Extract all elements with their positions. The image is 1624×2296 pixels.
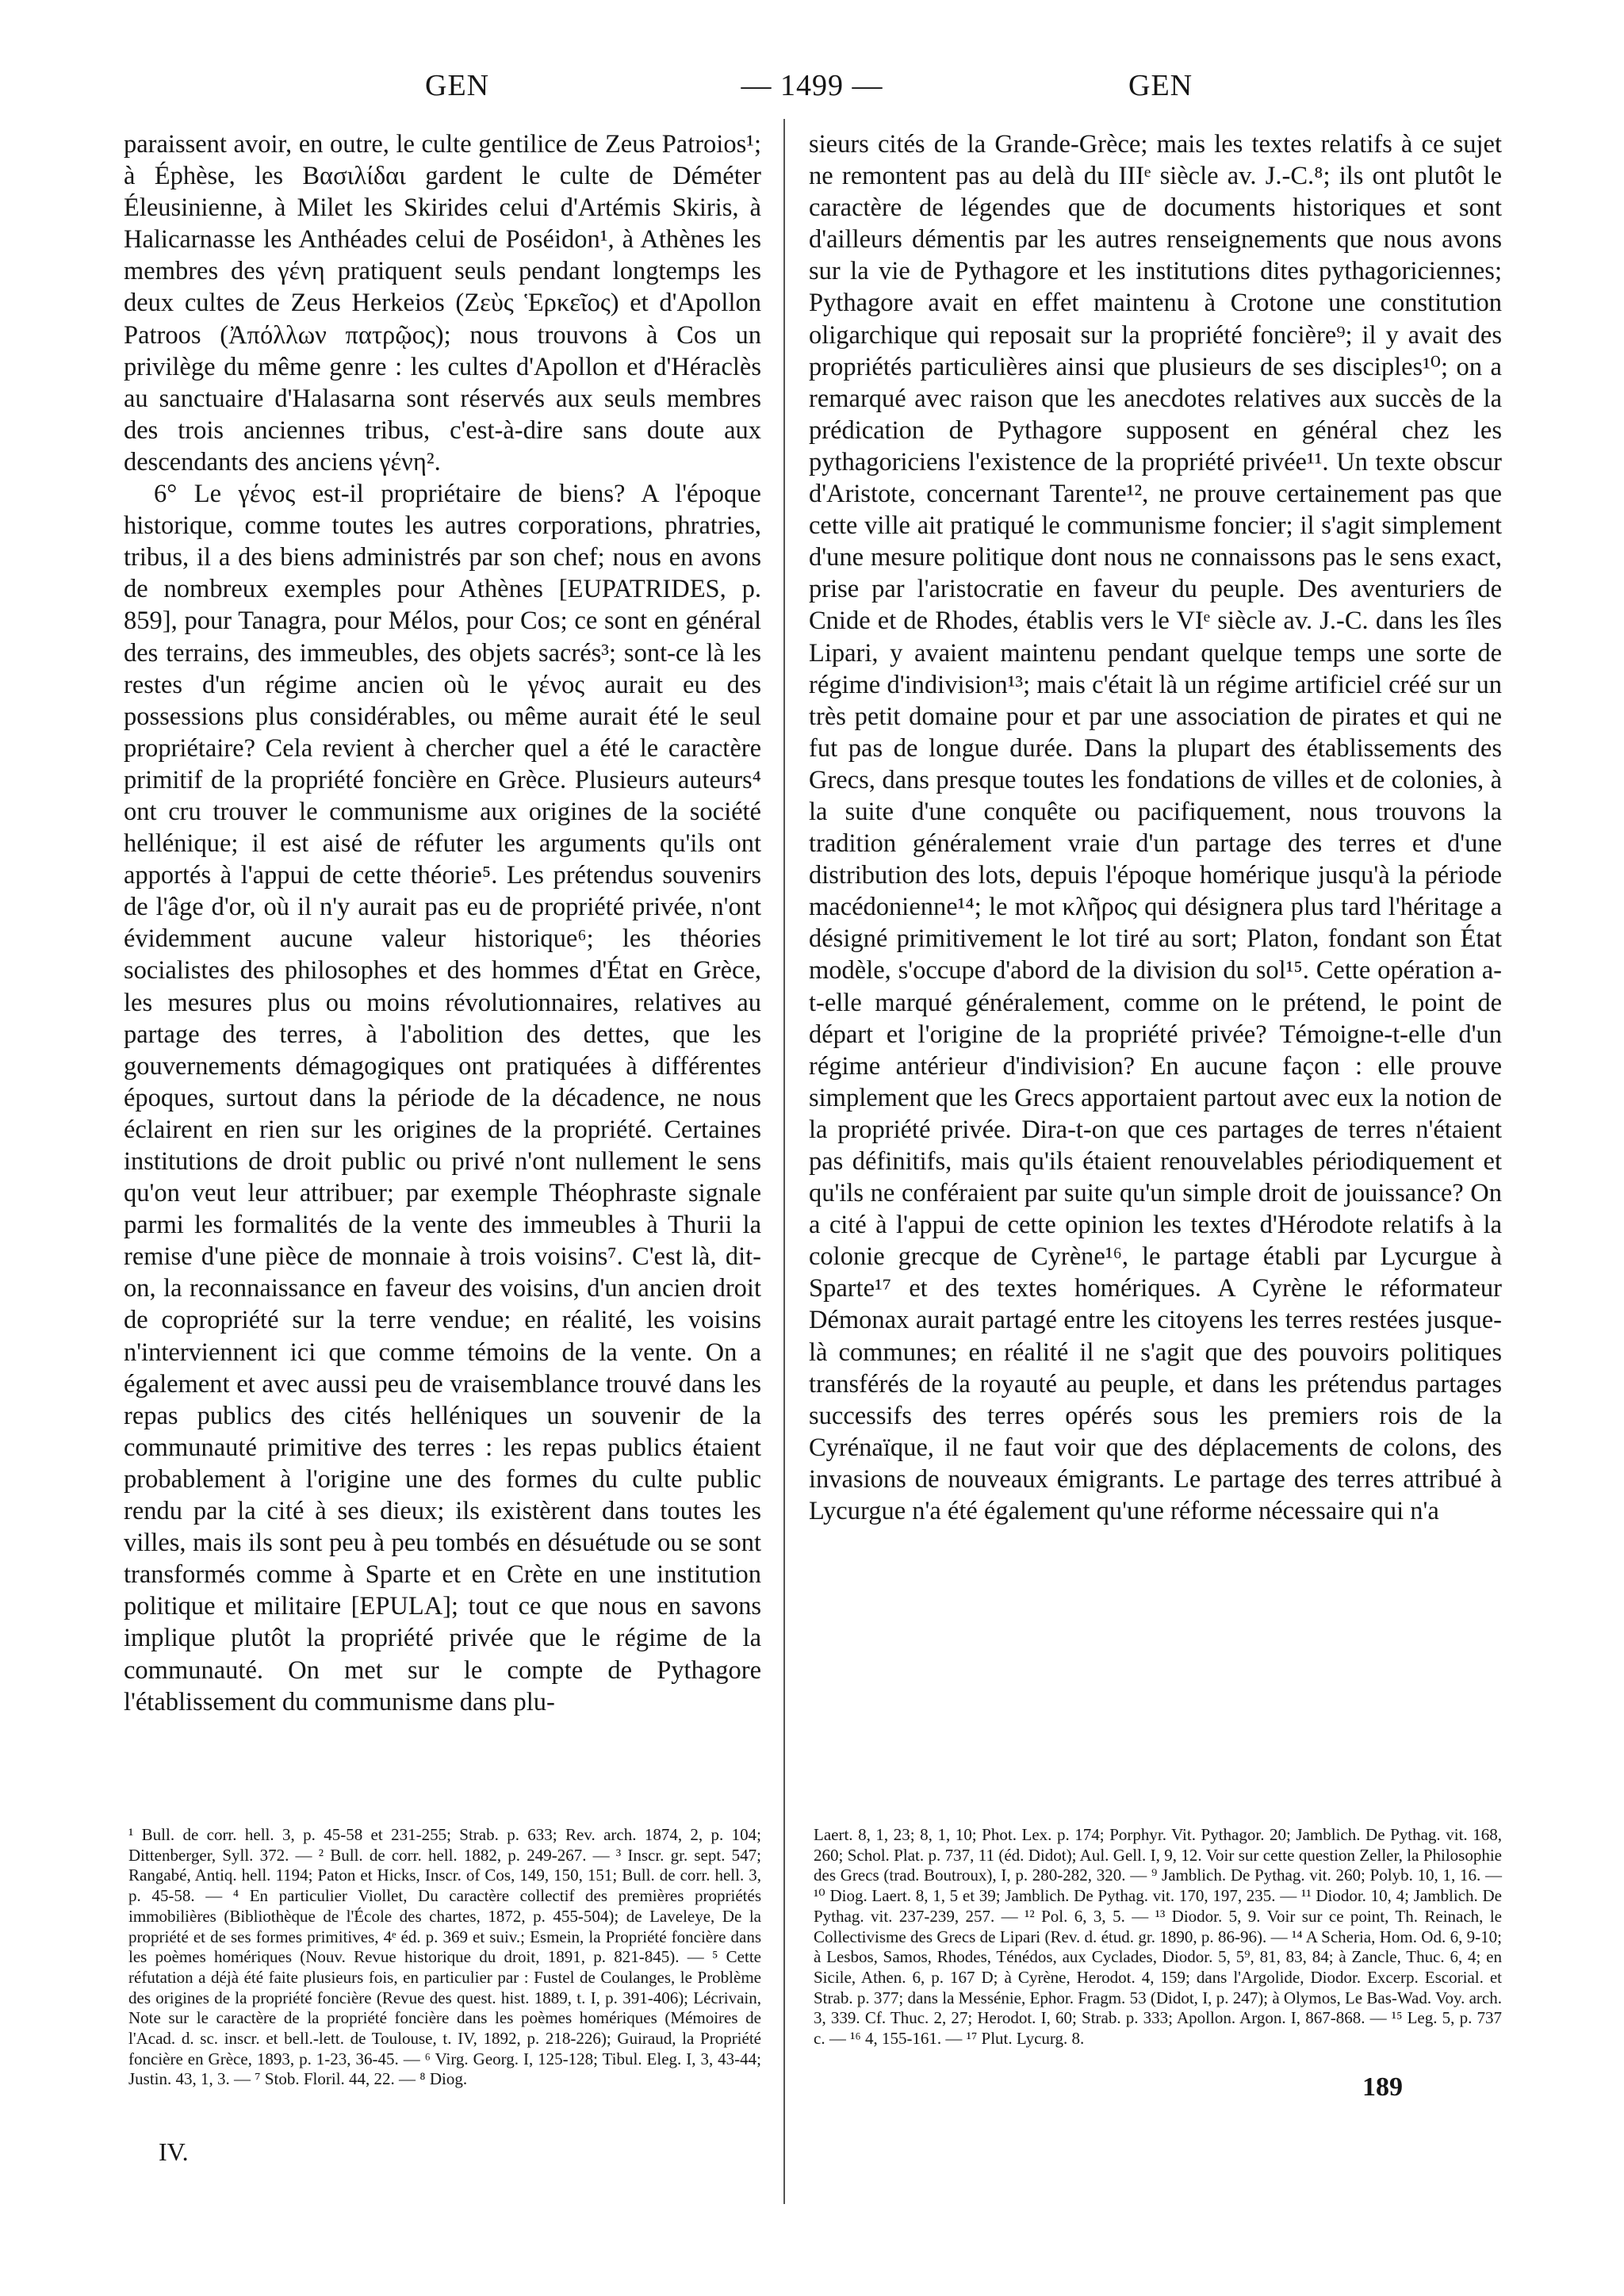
right-column: [809, 128, 1502, 1527]
footnotes-right-text: Laert. 8, 1, 23; 8, 1, 10; Phot. Lex. p. 174; Porphyr. Vit. Pythagor. 20; Jamblich. De Pythag. vit. 168, 260; Schol. Plat. p. 737, 11 (éd. Didot); Aul. Gell. I, 9, 12. Voir sur cette question Zeller, la Philosophie des Grecs (trad. Boutroux), I, p. 280-282, 320. — ⁹ Jamblich. De Pythag. vit. 260; Polyb. 10, 1, 16. — ¹⁰ Diog. Laert. 8, 1, 5 et 39; Jamblich. De Pythag. vit. 170, 197, 235. — ¹¹ Diodor. 10, 4; Jamblich. De Pythag. vit. 237-239, 257. — ¹² Pol. 6, 3, 5. — ¹³ Diodor. 5, 9. Voir sur ce point, Th. Reinach, le Collectivisme des Grecs de Lipari (Rev. d. étud. gr. 1890, p. 86-96). — ¹⁴ A Scheria, Hom. Od. 6, 9-10; à Lesbos, Samos, Rhodes, Ténédos, aux Cyclades, Diodor. 5, 5⁹, 81, 83, 84; à Zancle, Thuc. 6, 4; en Sicile, Athen. 6, p. 167 D; à Cyrène, Herodot. 4, 159; dans l'Argolide, Diodor. Excerp. Escorial. et Strab. p. 377; dans la Messénie, Ephor. Fragm. 53 (Didot, I, p. 247); à Olymos, Le Bas-Wad. Voy. arch. 3, 339. Cf. Thuc. 2, 27; Herodot. I, 60; Strab. p. 333; Apollon. Argon. I, 867-868. — ¹⁵ Leg. 5, p. 737 c. — ¹⁶ 4, 155-161. — ¹⁷ Plut. Lycurg. 8.: [814, 1825, 1502, 2049]
footnotes-left-text: ¹ Bull. de corr. hell. 3, p. 45-58 et 231-255; Strab. p. 633; Rev. arch. 1874, 2, p. 104; Dittenberger, Syll. 372. — ² Bull. de corr. hell. 1882, p. 249-267. — ³ Inscr. gr. sept. 547; Rangabé, Antiq. hell. 1194; Paton et Hicks, Inscr. of Cos, 149, 150, 151; Bull. de corr. hell. 3, p. 45-58. — ⁴ En particulier Viollet, Du caractère collectif des premières propriétés immobilières (Bibliothèque de l'École des chartes, 1872, p. 455-504); de Laveleye, De la propriété et de ses formes primitives, 4ᵉ éd. p. 369 et suiv.; Esmein, la Propriété foncière dans les poèmes homériques (Nouv. Revue historique du droit, 1891, p. 821-845). — ⁵ Cette réfutation a déjà été faite plusieurs fois, en particulier par : Fustel de Coulanges, le Problème des origines de la propriété foncière (Revue des quest. hist. 1889, t. I, p. 391-406); Lécrivain, Note sur le caractère de la propriété foncière dans les poèmes homériques (Mémoires de l'Acad. d. sc. inscr. et bell.-lett. de Toulouse, t. IV, 1892, p. 218-226); Guiraud, la Propriété foncière en Grèce, 1893, p. 1-23, 36-45. — ⁶ Virg. Georg. I, 125-128; Tibul. Eleg. I, 3, 43-44; Justin. 43, 1, 3. — ⁷ Stob. Floril. 44, 22. — ⁸ Diog.: [128, 1825, 761, 2089]
volume-mark: IV.: [159, 2137, 189, 2166]
left-column: [124, 128, 761, 1718]
paragraph-pythagoras: sieurs cités de la Grande-Grèce; mais les textes relatifs à ce sujet ne remontent pas au delà du IIIᵉ siècle av. J.-C.⁸; ils ont plutôt le caractère de légendes que de documents historiques et sont d'ailleurs démentis par les autres renseignements que nous avons sur la vie de Pythagore et les institutions dites pythagoriciennes; Pythagore avait en effet maintenu à Crotone une constitution oligarchique qui reposait sur la propriété foncière⁹; il y avait des propriétés particulières ainsi que plusieurs de ses disciples¹⁰; on a remarqué avec raison que les anecdotes relatives aux succès de la prédication de Pythagore supposent en général chez les pythagoriciens l'existence de la propriété privée¹¹. Un texte obscur d'Aristote, concernant Tarente¹², ne prouve certainement pas que cette ville ait pratiqué le communisme foncier; il s'agit simplement d'une mesure politique dont nous ne connaissons pas le sens exact, prise par l'aristocratie en faveur du peuple. Des aventuriers de Cnide et de Rhodes, établis vers le VIᵉ siècle av. J.-C. dans les îles Lipari, y avaient maintenu pendant quelque temps une sorte de régime d'indivision¹³; mais c'était là un régime artificiel créé sur un très petit domaine pour et par une association de pirates et qui ne fut pas de longue durée. Dans la plupart des établissements des Grecs, dans presque toutes les fondations de villes et de colonies, à la suite d'une conquête ou pacifiquement, nous trouvons la tradition généralement vraie d'un partage des terres et d'une distribution des lots, depuis l'époque homérique jusqu'à la période macédonienne¹⁴; le mot κλῆρος qui désignera plus tard l'héritage a désigné primitivement le lot tiré au sort; Platon, fondant son État modèle, s'occupe d'abord de la division du sol¹⁵. Cette opération a-t-elle marqué généralement, comme on le prétend, le point de départ et l'origine de la propriété privée? Témoigne-t-elle d'un régime antérieur d'indivision? En aucune façon : elle prouve simplement que les Grecs apportaient partout avec eux la notion de la propriété privée. Dira-t-on que ces partages de terres n'étaient pas définitifs, mais qu'ils étaient renouvelables périodiquement et qu'ils ne conféraient par suite qu'un simple droit de jouissance? On a cité à l'appui de cette opinion les textes d'Hérodote relatifs à la colonie grecque de Cyrène¹⁶, le partage établi par Lycurgue à Sparte¹⁷ et des textes homériques. A Cyrène le réformateur Démonax aurait partagé entre les citoyens les terres restées jusque-là communes; en réalité il ne s'agit que des pouvoirs politiques transférés de la royauté au peuple, et dans les prétendus partages successifs des terres opérés sous les premiers rois de la Cyrénaïque, il ne faut voir que des déplacements de colons, des invasions de nouveaux émigrants. Le partage des terres attribué à Lycurgue n'a été également qu'une réforme nécessaire qui n'a: [809, 130, 1502, 1526]
running-head-right: GEN: [1128, 69, 1193, 102]
paragraph-property: 6° Le γένος est-il propriétaire de biens? A l'époque historique, comme toutes les autres corporations, phratries, tribus, il a des biens administrés par son chef; nous en avons de nombreux exemples pour Athènes [EUPATRIDES, p. 859], pour Tanagra, pour Mélos, pour Cos; ce sont en général des terrains, des immeubles, des objets sacrés³; sont-ce là les restes d'un régime ancien où le γένος aurait eu des possessions plus considérables, ou même aurait été le seul propriétaire? Cela revient à chercher quel a été le caractère primitif de la propriété foncière en Grèce. Plusieurs auteurs⁴ ont cru trouver le communisme aux origines de la société hellénique; il est aisé de réfuter les arguments qu'ils ont apportés à l'appui de cette théorie⁵. Les prétendus souvenirs de l'âge d'or, où il n'y aurait pas eu de propriété privée, n'ont évidemment aucune valeur historique⁶; les théories socialistes des philosophes et des hommes d'État en Grèce, les mesures plus ou moins révolutionnaires, relatives au partage des terres, à l'abolition des dettes, que les gouvernements démagogiques ont pratiquées à différentes époques, surtout dans la période de la décadence, ne nous éclairent en rien sur les origines de la propriété. Certaines institutions de droit public ou privé n'ont nullement le sens qu'on veut leur attribuer; par exemple Théophraste signale parmi les formalités de la vente des immeubles à Thurii la remise d'une pièce de monnaie à trois voisins⁷. C'est là, dit-on, la reconnaissance en faveur des voisins, d'un ancien droit de copropriété sur la terre vendue; en réalité, les voisins n'interviennent ici que comme témoins de la vente. On a également et avec aussi peu de vraisemblance trouvé dans les repas publics des cités helléniques un souvenir de la communauté primitive des terres : les repas publics étaient probablement à l'origine une des formes du culte public rendu par la cité à ses dieux; ils existèrent dans toutes les villes, mais ils sont peu à peu tombés en désuétude ou se sont transformés comme à Sparte et en Crète en une institution politique et militaire [EPULA]; tout ce que nous en savons implique plutôt la propriété privée que le régime de la communauté. On met sur le compte de Pythagore l'établissement du communisme dans plu-: [124, 480, 761, 1716]
page-number: — 1499 —: [741, 69, 883, 102]
footnotes-right: [814, 1825, 1502, 2049]
paragraph-cult: paraissent avoir, en outre, le culte gentilice de Zeus Patroios¹; à Éphèse, les Βασιλίδαι gardent le culte de Déméter Éleusinienne, à Milet les Skirides celui d'Artémis Skiris, à Halicarnasse les Anthéades celui de Poséidon¹, à Athènes les membres des γένη pratiquent seuls pendant longtemps les deux cultes de Zeus Herkeios (Ζεὺς Ἑρκεῖος) et d'Apollon Patroos (Ἀπόλλων πατρῷος); nous trouvons à Cos un privilège du même genre : les cultes d'Apollon et d'Héraclès au sanctuaire d'Halasarna sont réservés aux seuls membres des trois anciennes tribus, c'est-à-dire sans doute aux descendants des anciens γένη².: [124, 130, 761, 476]
running-head-left: GEN: [425, 69, 490, 102]
signature-mark: 189: [1362, 2072, 1403, 2102]
footnotes-left: [128, 1825, 761, 2090]
column-divider: [783, 119, 785, 2204]
